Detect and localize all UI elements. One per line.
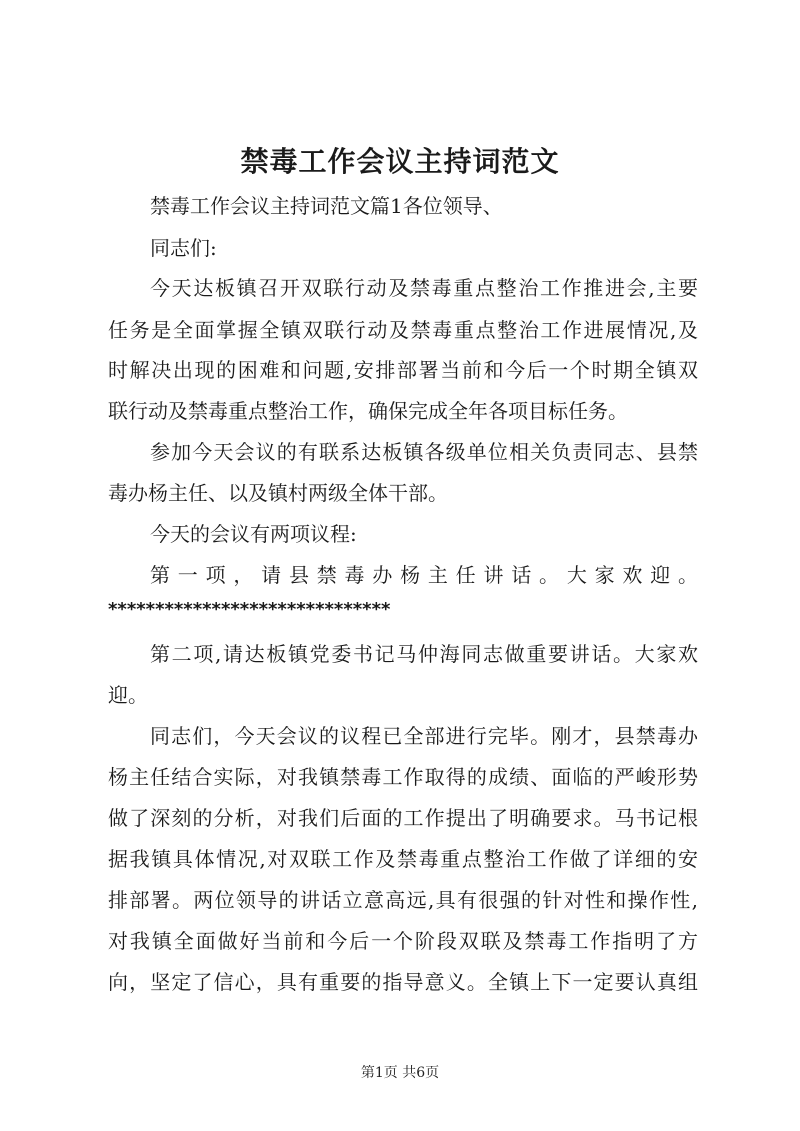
- paragraph-line: 参加今天会议的有联系达板镇各级单位相关负责同志、县禁: [150, 440, 698, 464]
- paragraph-line: 迎。: [108, 683, 148, 707]
- asterisk-separator: ******************************: [108, 599, 391, 620]
- paragraph-line: 第一项，请县禁毒办杨主任讲话。大家欢迎。: [150, 563, 698, 587]
- paragraph-line: 向，坚定了信心，具有重要的指导意义。全镇上下一定要认真组: [108, 970, 698, 994]
- paragraph-line: 据我镇具体情况,对双联工作及禁毒重点整治工作做了详细的安: [108, 847, 698, 871]
- page-number-footer: 第1页 共6页: [360, 1065, 440, 1081]
- document-title: 禁毒工作会议主持词范文: [240, 145, 560, 178]
- paragraph-line: 毒办杨主任、以及镇村两级全体干部。: [108, 481, 448, 505]
- paragraph-line: 杨主任结合实际，对我镇禁毒工作取得的成绩、面临的严峻形势: [108, 765, 698, 789]
- paragraph-line: 做了深刻的分析，对我们后面的工作提出了明确要求。马书记根: [108, 806, 698, 830]
- paragraph-line: 同志们，今天会议的议程已全部进行完毕。刚才，县禁毒办: [150, 724, 698, 748]
- paragraph-line: 今天达板镇召开双联行动及禁毒重点整治工作推进会,主要: [150, 276, 698, 300]
- paragraph-line: 排部署。两位领导的讲话立意高远,具有很强的针对性和操作性,: [108, 888, 698, 912]
- paragraph-line: 任务是全面掌握全镇双联行动及禁毒重点整治工作进展情况,及: [108, 318, 698, 342]
- paragraph-line: 对我镇全面做好当前和今后一个阶段双联及禁毒工作指明了方: [108, 929, 698, 953]
- paragraph-line: 第二项,请达板镇党委书记马仲海同志做重要讲话。大家欢: [150, 642, 698, 666]
- paragraph-line: 时解决出现的困难和问题,安排部署当前和今后一个时期全镇双: [108, 358, 698, 382]
- paragraph-line: 联行动及禁毒重点整治工作，确保完成全年各项目标任务。: [108, 399, 628, 423]
- paragraph-line: 今天的会议有两项议程:: [150, 522, 357, 546]
- paragraph-line: 禁毒工作会议主持词范文篇1各位领导、: [150, 194, 503, 218]
- paragraph-line: 同志们:: [150, 236, 217, 260]
